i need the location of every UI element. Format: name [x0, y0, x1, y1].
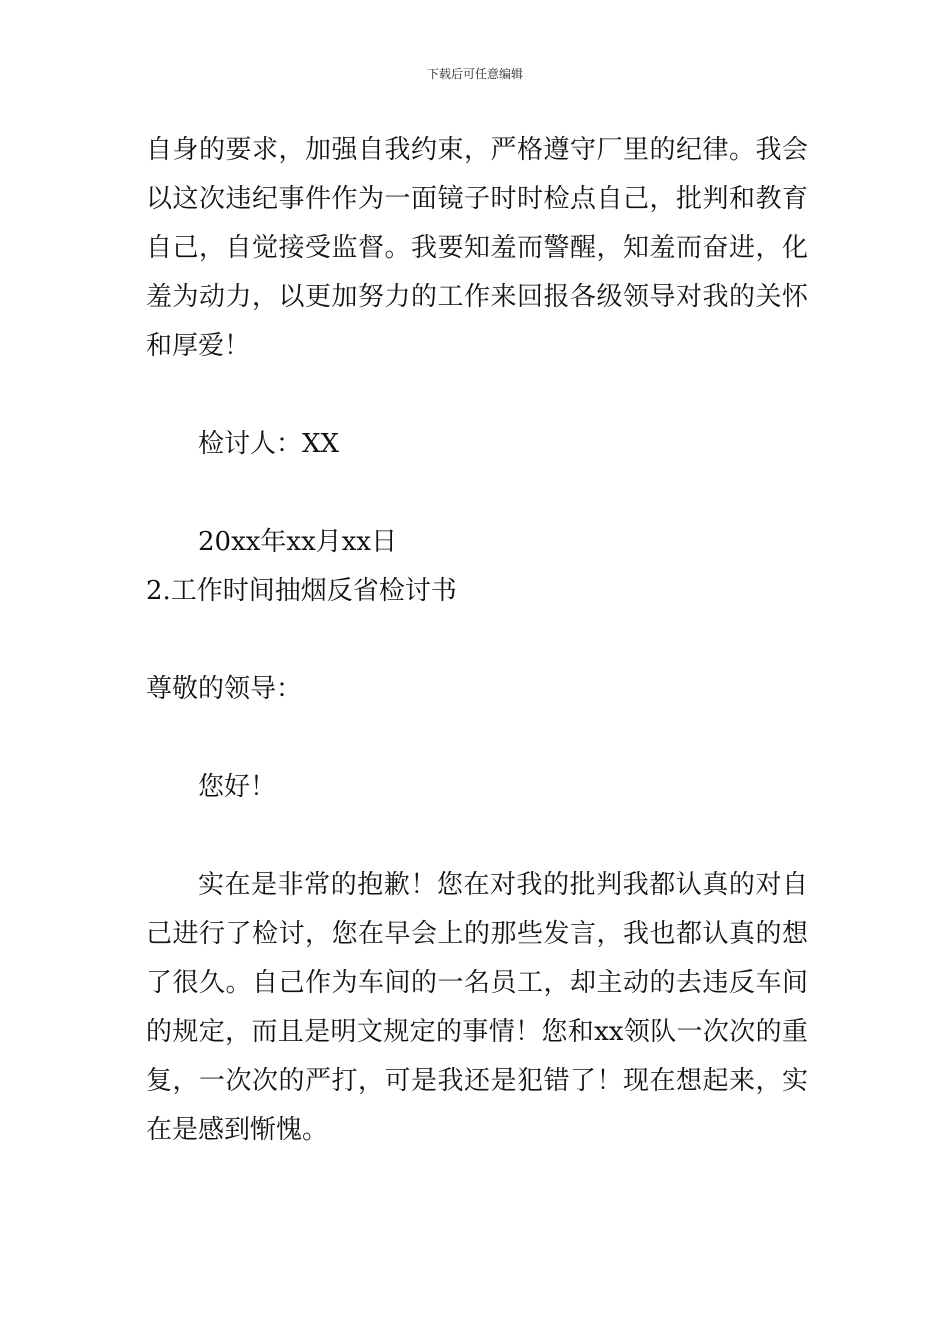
salutation: 尊敬的领导：	[146, 674, 303, 704]
signature-line: 检讨人：XX	[198, 429, 340, 459]
section-title: 2.工作时间抽烟反省检讨书	[146, 576, 457, 606]
document-body	[146, 126, 808, 1155]
body-paragraph: 实在是非常的抱歉！您在对我的批判我都认真的对自己进行了检讨，您在早会上的那些发言，我也都认真的想了很久。自己作为车间的一名员工，却主动的去违反车间的规定，而且是明文规定的事情！您和xx领队一次次的重复，一次次的严打，可是我还是犯错了！现在想起来，实在是感到惭愧。	[146, 870, 808, 1145]
page-header-note: 下载后可任意编辑	[426, 67, 523, 81]
date-line: 20xx年xx月xx日	[198, 527, 398, 557]
greeting: 您好！	[198, 772, 277, 802]
continuation-paragraph: 自身的要求，加强自我约束，严格遵守厂里的纪律。我会以这次违纪事件作为一面镜子时时检点自己，批判和教育自己，自觉接受监督。我要知羞而警醒，知羞而奋进，化羞为动力，以更加努力的工作来回报各级领导对我的关怀和厚爱！	[146, 135, 808, 361]
